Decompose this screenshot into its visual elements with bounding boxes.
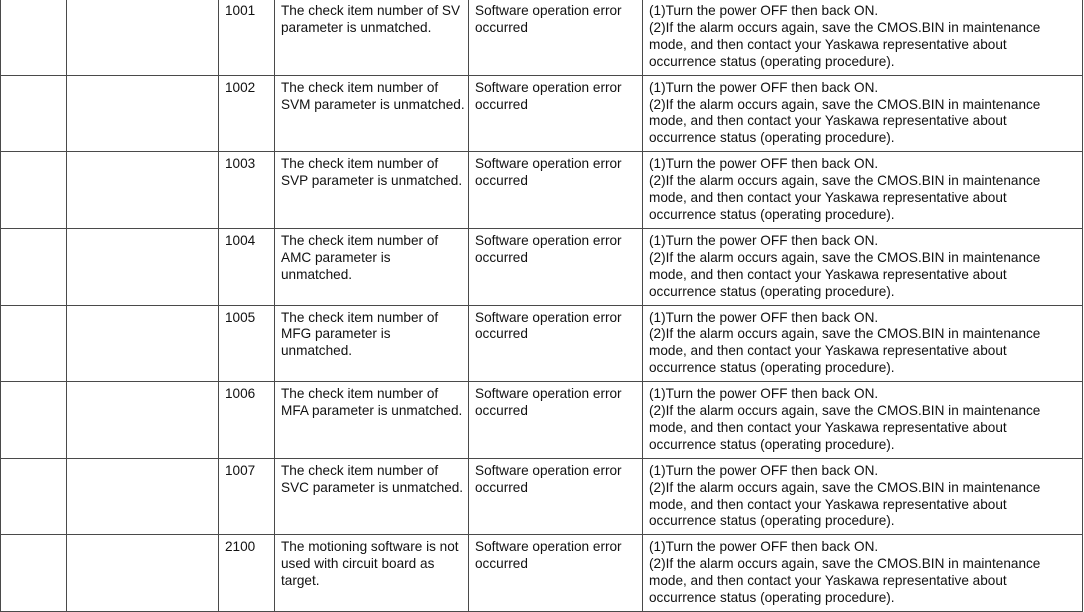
sub-code: 1005 <box>225 309 256 325</box>
alarm-name-cell <box>67 228 219 305</box>
table-row <box>1 305 1083 382</box>
cause-line: occurred <box>475 326 528 342</box>
alarm-number-cell <box>1 305 67 382</box>
remedy-line: (1)Turn the power OFF then back ON. <box>649 539 879 555</box>
cause-cell <box>469 228 643 305</box>
meaning-line: target. <box>281 573 320 589</box>
remedy-cell <box>643 382 1083 459</box>
cause-line: Software operation error <box>475 462 622 478</box>
cause-line: Software operation error <box>475 156 622 172</box>
meaning-line: The check item number of <box>281 232 439 248</box>
remedy-cell <box>643 75 1083 152</box>
alarm-number-cell <box>1 382 67 459</box>
meaning-line: MFG parameter is <box>281 326 391 342</box>
alarm-number-cell <box>1 0 67 75</box>
sub-code-cell <box>219 305 275 382</box>
table-row <box>1 382 1083 459</box>
remedy-line: (1)Turn the power OFF then back ON. <box>649 462 879 478</box>
remedy-line: (1)Turn the power OFF then back ON. <box>649 79 879 95</box>
remedy-line: (1)Turn the power OFF then back ON. <box>649 232 879 248</box>
remedy-line: mode, and then contact your Yaskawa representative about <box>649 496 1007 512</box>
alarm-number-cell <box>1 228 67 305</box>
remedy-line: (1)Turn the power OFF then back ON. <box>649 309 879 325</box>
alarm-name-cell <box>67 75 219 152</box>
remedy-line: (2)If the alarm occurs again, save the CMOS.BIN in maintenance <box>649 19 1041 35</box>
sub-code: 1001 <box>225 3 256 18</box>
meaning-line: SVM parameter is unmatched. <box>281 96 465 112</box>
meaning-line: SVC parameter is unmatched. <box>281 479 464 495</box>
alarm-table-body <box>1 0 1083 612</box>
meaning-line: The check item number of <box>281 386 439 402</box>
remedy-line: mode, and then contact your Yaskawa representative about <box>649 113 1007 129</box>
cause-line: Software operation error <box>475 232 622 248</box>
alarm-name-cell <box>67 535 219 612</box>
cause-cell <box>469 305 643 382</box>
remedy-cell <box>643 305 1083 382</box>
remedy-line: mode, and then contact your Yaskawa representative about <box>649 419 1007 435</box>
cause-line: Software operation error <box>475 3 622 18</box>
cause-line: Software operation error <box>475 309 622 325</box>
meaning-line: AMC parameter is <box>281 249 391 265</box>
table-row <box>1 0 1083 75</box>
sub-code: 2100 <box>225 539 256 555</box>
remedy-cell <box>643 535 1083 612</box>
sub-code-cell <box>219 152 275 229</box>
sub-code-cell <box>219 0 275 75</box>
remedy-line: (2)If the alarm occurs again, save the CMOS.BIN in maintenance <box>649 249 1041 265</box>
meaning-line: The check item number of <box>281 309 439 325</box>
cause-line: occurred <box>475 96 528 112</box>
meaning-line: The check item number of <box>281 156 439 172</box>
meaning-line: parameter is unmatched. <box>281 19 432 35</box>
remedy-line: (2)If the alarm occurs again, save the CMOS.BIN in maintenance <box>649 173 1041 189</box>
sub-code: 1003 <box>225 156 256 172</box>
cause-cell <box>469 75 643 152</box>
meaning-cell <box>275 458 469 535</box>
sub-code-cell <box>219 458 275 535</box>
cause-cell <box>469 152 643 229</box>
cause-line: occurred <box>475 403 528 419</box>
alarm-name-cell <box>67 152 219 229</box>
remedy-cell <box>643 0 1083 75</box>
remedy-line: (2)If the alarm occurs again, save the CMOS.BIN in maintenance <box>649 556 1041 572</box>
meaning-line: MFA parameter is unmatched. <box>281 403 463 419</box>
meaning-cell <box>275 228 469 305</box>
meaning-line: used with circuit board as <box>281 556 435 572</box>
remedy-line: (2)If the alarm occurs again, save the CMOS.BIN in maintenance <box>649 479 1041 495</box>
remedy-line: (1)Turn the power OFF then back ON. <box>649 386 879 402</box>
remedy-line: occurrence status (operating procedure). <box>649 360 895 376</box>
remedy-cell <box>643 458 1083 535</box>
remedy-line: occurrence status (operating procedure). <box>649 436 895 452</box>
remedy-line: occurrence status (operating procedure). <box>649 130 895 146</box>
alarm-number-cell <box>1 152 67 229</box>
cause-line: Software operation error <box>475 79 622 95</box>
meaning-cell <box>275 382 469 459</box>
sub-code: 1004 <box>225 232 256 248</box>
meaning-line: unmatched. <box>281 266 353 282</box>
remedy-cell <box>643 228 1083 305</box>
cause-line: occurred <box>475 249 528 265</box>
meaning-cell <box>275 0 469 75</box>
alarm-name-cell <box>67 305 219 382</box>
cause-cell <box>469 0 643 75</box>
remedy-line: occurrence status (operating procedure). <box>649 283 895 299</box>
cause-cell <box>469 382 643 459</box>
alarm-number-cell <box>1 75 67 152</box>
remedy-line: occurrence status (operating procedure). <box>649 53 895 69</box>
cause-cell <box>469 535 643 612</box>
cause-line: occurred <box>475 479 528 495</box>
remedy-line: (1)Turn the power OFF then back ON. <box>649 3 879 18</box>
alarm-number-cell <box>1 458 67 535</box>
remedy-cell <box>643 152 1083 229</box>
meaning-cell <box>275 305 469 382</box>
meaning-line: The motioning software is not <box>281 539 459 555</box>
remedy-line: (2)If the alarm occurs again, save the CMOS.BIN in maintenance <box>649 326 1041 342</box>
table-row <box>1 152 1083 229</box>
meaning-line: The check item number of <box>281 462 439 478</box>
cause-line: occurred <box>475 173 528 189</box>
cause-line: Software operation error <box>475 539 622 555</box>
remedy-line: occurrence status (operating procedure). <box>649 590 895 606</box>
table-row <box>1 458 1083 535</box>
table-row <box>1 228 1083 305</box>
sub-code-cell <box>219 75 275 152</box>
table-row <box>1 75 1083 152</box>
remedy-line: occurrence status (operating procedure). <box>649 513 895 529</box>
meaning-cell <box>275 75 469 152</box>
sub-code-cell <box>219 228 275 305</box>
meaning-cell <box>275 535 469 612</box>
remedy-line: mode, and then contact your Yaskawa representative about <box>649 343 1007 359</box>
meaning-line: The check item number of <box>281 79 439 95</box>
alarm-number-cell <box>1 535 67 612</box>
sub-code-cell <box>219 382 275 459</box>
meaning-line: unmatched. <box>281 343 353 359</box>
cause-cell <box>469 458 643 535</box>
meaning-line: The check item number of SV <box>281 3 461 18</box>
table-row <box>1 535 1083 612</box>
meaning-cell <box>275 152 469 229</box>
sub-code: 1002 <box>225 79 256 95</box>
remedy-line: mode, and then contact your Yaskawa representative about <box>649 266 1007 282</box>
cause-line: Software operation error <box>475 386 622 402</box>
remedy-line: mode, and then contact your Yaskawa representative about <box>649 36 1007 52</box>
alarm-name-cell <box>67 458 219 535</box>
remedy-line: (2)If the alarm occurs again, save the CMOS.BIN in maintenance <box>649 96 1041 112</box>
meaning-line: SVP parameter is unmatched. <box>281 173 463 189</box>
sub-code: 1007 <box>225 462 256 478</box>
sub-code-cell <box>219 535 275 612</box>
alarm-name-cell <box>67 0 219 75</box>
remedy-line: mode, and then contact your Yaskawa representative about <box>649 573 1007 589</box>
remedy-line: mode, and then contact your Yaskawa representative about <box>649 190 1007 206</box>
remedy-line: (2)If the alarm occurs again, save the CMOS.BIN in maintenance <box>649 403 1041 419</box>
remedy-line: occurrence status (operating procedure). <box>649 206 895 222</box>
cause-line: occurred <box>475 19 528 35</box>
alarm-name-cell <box>67 382 219 459</box>
sub-code: 1006 <box>225 386 256 402</box>
remedy-line: (1)Turn the power OFF then back ON. <box>649 156 879 172</box>
cause-line: occurred <box>475 556 528 572</box>
